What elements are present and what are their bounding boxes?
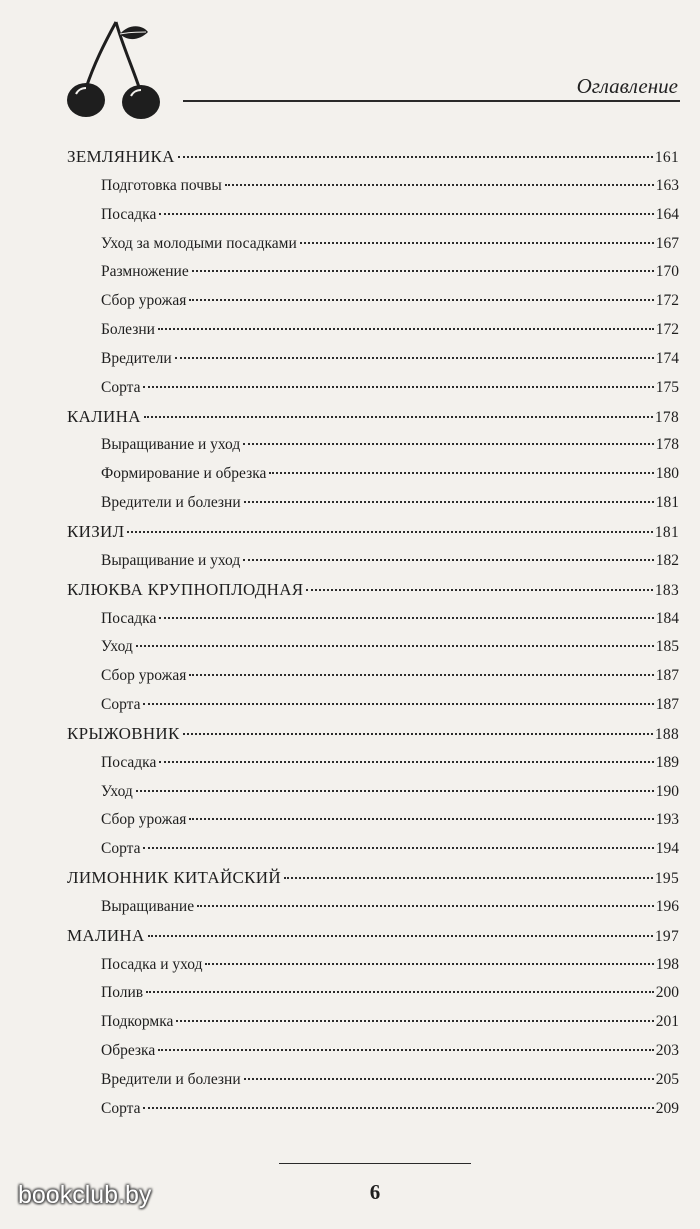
- toc-subsection: [67, 778, 679, 807]
- dot-leader: [158, 327, 654, 330]
- toc-entry-title: Сорта: [101, 840, 141, 858]
- toc-entry-title: ЛИМОННИК КИТАЙСКИЙ: [67, 868, 281, 888]
- toc-entry-title: ЗЕМЛЯНИКА: [67, 147, 175, 166]
- toc-entry-title: КИЗИЛ: [67, 521, 125, 541]
- watermark: bookclub.by: [18, 1181, 152, 1209]
- toc-entry-page: 187: [655, 667, 679, 685]
- toc-entry-page: 189: [655, 753, 679, 771]
- dot-leader: [205, 962, 653, 965]
- toc-entry-title: Выращивание: [101, 897, 195, 915]
- dot-leader: [146, 990, 654, 993]
- toc-entry-title: Формирование и обрезка: [101, 465, 267, 483]
- dot-leader: [136, 789, 654, 792]
- toc-subsection: [67, 201, 679, 230]
- toc-entry-page: 170: [655, 263, 679, 281]
- dot-leader: [192, 269, 654, 272]
- toc-entry-page: 196: [655, 897, 679, 915]
- dot-leader: [244, 1077, 654, 1080]
- toc-entry-title: Вредители и болезни: [101, 1071, 241, 1088]
- toc-entry-page: 161: [654, 149, 679, 166]
- toc-subsection: [67, 230, 679, 259]
- toc-entry-title: Посадка: [101, 205, 157, 223]
- toc-entry-title: Уход за молодыми посадками: [101, 234, 297, 252]
- toc-entry-title: Сорта: [101, 696, 141, 714]
- cherry-icon: [64, 14, 168, 122]
- toc-subsection: [67, 460, 679, 489]
- page-number: 6: [369, 1180, 381, 1204]
- toc-entry-page: 181: [655, 494, 679, 512]
- toc-entry-title: Сбор урожая: [101, 811, 187, 829]
- toc-entry-title: Выращивание и уход: [101, 551, 241, 569]
- toc-entry-page: 198: [655, 955, 679, 973]
- toc-section: [67, 864, 679, 893]
- toc-subsection: [67, 431, 679, 460]
- dot-leader: [284, 876, 653, 879]
- toc-subsection: [67, 547, 679, 576]
- toc-entry-title: Болезни: [101, 321, 155, 339]
- toc-section: [67, 922, 679, 951]
- toc-entry-page: 185: [655, 638, 679, 656]
- dot-leader: [127, 530, 652, 533]
- dot-leader: [178, 155, 653, 158]
- toc-entry-page: 190: [655, 782, 679, 800]
- page-header-title: Оглавление: [576, 74, 678, 98]
- toc-entry-page: 184: [655, 609, 679, 627]
- toc-entry-page: 193: [655, 811, 679, 829]
- dot-leader: [189, 298, 653, 301]
- toc-entry-page: 205: [655, 1071, 679, 1088]
- toc-entry-page: 163: [655, 176, 679, 194]
- dot-leader: [148, 934, 653, 937]
- toc-entry-page: 201: [655, 1013, 679, 1031]
- toc-section: [67, 143, 679, 172]
- dot-leader: [143, 846, 653, 849]
- dot-leader: [136, 644, 654, 647]
- toc-entry-page: 194: [655, 840, 679, 858]
- toc-entry-page: 178: [655, 436, 679, 454]
- toc-entry-title: Подкормка: [101, 1013, 174, 1031]
- toc-entry-page: 200: [655, 984, 679, 1002]
- dot-leader: [183, 732, 653, 735]
- toc-entry-page: 181: [654, 523, 679, 541]
- toc-subsection: [67, 489, 679, 518]
- toc-entry-title: Выращивание и уход: [101, 436, 241, 454]
- toc-entry-page: 180: [655, 465, 679, 483]
- toc-entry-title: МАЛИНА: [67, 925, 145, 945]
- dot-leader: [244, 500, 654, 503]
- toc-subsection: [67, 1066, 679, 1095]
- dot-leader: [175, 356, 654, 359]
- toc-subsection: [67, 951, 679, 980]
- toc-subsection: [67, 374, 679, 403]
- toc-subsection: [67, 316, 679, 345]
- toc-entry-title: Сбор урожая: [101, 667, 187, 685]
- toc-subsection: [67, 1037, 679, 1066]
- toc-subsection: [67, 749, 679, 778]
- toc-subsection: [67, 345, 679, 374]
- toc-subsection: [67, 835, 679, 864]
- dot-leader: [159, 212, 653, 215]
- dot-leader: [197, 904, 654, 907]
- dot-leader: [143, 1106, 653, 1109]
- dot-leader: [269, 471, 653, 474]
- toc-entry-page: 174: [655, 349, 679, 367]
- toc-subsection: [67, 691, 679, 720]
- toc-entry-title: КАЛИНА: [67, 406, 141, 426]
- footer-rule: [279, 1163, 471, 1164]
- dot-leader: [225, 183, 654, 186]
- dot-leader: [243, 442, 654, 445]
- toc-entry-title: Сбор урожая: [101, 292, 187, 310]
- toc-entry-title: КРЫЖОВНИК: [67, 723, 180, 743]
- toc-subsection: [67, 662, 679, 691]
- toc-entry-page: 167: [655, 234, 679, 252]
- toc-entry-page: 203: [655, 1042, 679, 1060]
- toc-entry-title: Посадка: [101, 753, 157, 771]
- dot-leader: [306, 588, 652, 591]
- toc-subsection: [67, 172, 679, 201]
- toc-entry-title: Сорта: [101, 1099, 141, 1117]
- table-of-contents: [67, 143, 679, 1124]
- toc-entry-title: Уход: [101, 782, 133, 800]
- toc-subsection: [67, 258, 679, 287]
- toc-entry-page: 172: [655, 292, 679, 310]
- toc-entry-page: 187: [655, 696, 679, 714]
- toc-entry-page: 183: [654, 581, 679, 599]
- toc-subsection: [67, 605, 679, 634]
- toc-subsection: [67, 979, 679, 1008]
- toc-section: [67, 576, 679, 605]
- toc-entry-page: 172: [655, 321, 679, 339]
- toc-entry-title: Подготовка почвы: [101, 176, 222, 194]
- toc-entry-title: Уход: [101, 638, 133, 656]
- toc-entry-page: 197: [654, 927, 679, 945]
- dot-leader: [144, 415, 653, 418]
- toc-entry-page: 188: [654, 725, 679, 743]
- toc-subsection: [67, 1095, 679, 1124]
- dot-leader: [300, 241, 654, 244]
- toc-entry-page: 164: [655, 205, 679, 223]
- dot-leader: [159, 760, 653, 763]
- toc-subsection: [67, 287, 679, 316]
- dot-leader: [189, 673, 653, 676]
- toc-entry-title: Вредители: [101, 349, 172, 367]
- toc-subsection: [67, 633, 679, 662]
- dot-leader: [176, 1019, 653, 1022]
- toc-entry-title: КЛЮКВА КРУПНОПЛОДНАЯ: [67, 579, 304, 599]
- toc-entry-page: 175: [655, 378, 679, 396]
- toc-section: [67, 403, 679, 432]
- toc-entry-title: Размножение: [101, 263, 189, 281]
- toc-entry-page: 209: [655, 1099, 679, 1117]
- toc-section: [67, 720, 679, 749]
- dot-leader: [243, 558, 654, 561]
- toc-subsection: [67, 1008, 679, 1037]
- toc-subsection: [67, 893, 679, 922]
- dot-leader: [189, 817, 653, 820]
- dot-leader: [159, 616, 653, 619]
- toc-entry-title: Посадка: [101, 609, 157, 627]
- toc-entry-title: Посадка и уход: [101, 955, 203, 973]
- header-rule: [183, 100, 680, 102]
- dot-leader: [143, 702, 653, 705]
- dot-leader: [158, 1048, 654, 1051]
- toc-entry-title: Вредители и болезни: [101, 494, 241, 512]
- toc-entry-title: Полив: [101, 984, 144, 1002]
- toc-entry-title: Обрезка: [101, 1042, 156, 1060]
- toc-entry-page: 182: [655, 551, 679, 569]
- toc-entry-title: Сорта: [101, 378, 141, 396]
- toc-entry-page: 178: [654, 408, 679, 426]
- toc-entry-page: 195: [654, 870, 679, 888]
- dot-leader: [143, 385, 653, 388]
- toc-subsection: [67, 806, 679, 835]
- toc-section: [67, 518, 679, 547]
